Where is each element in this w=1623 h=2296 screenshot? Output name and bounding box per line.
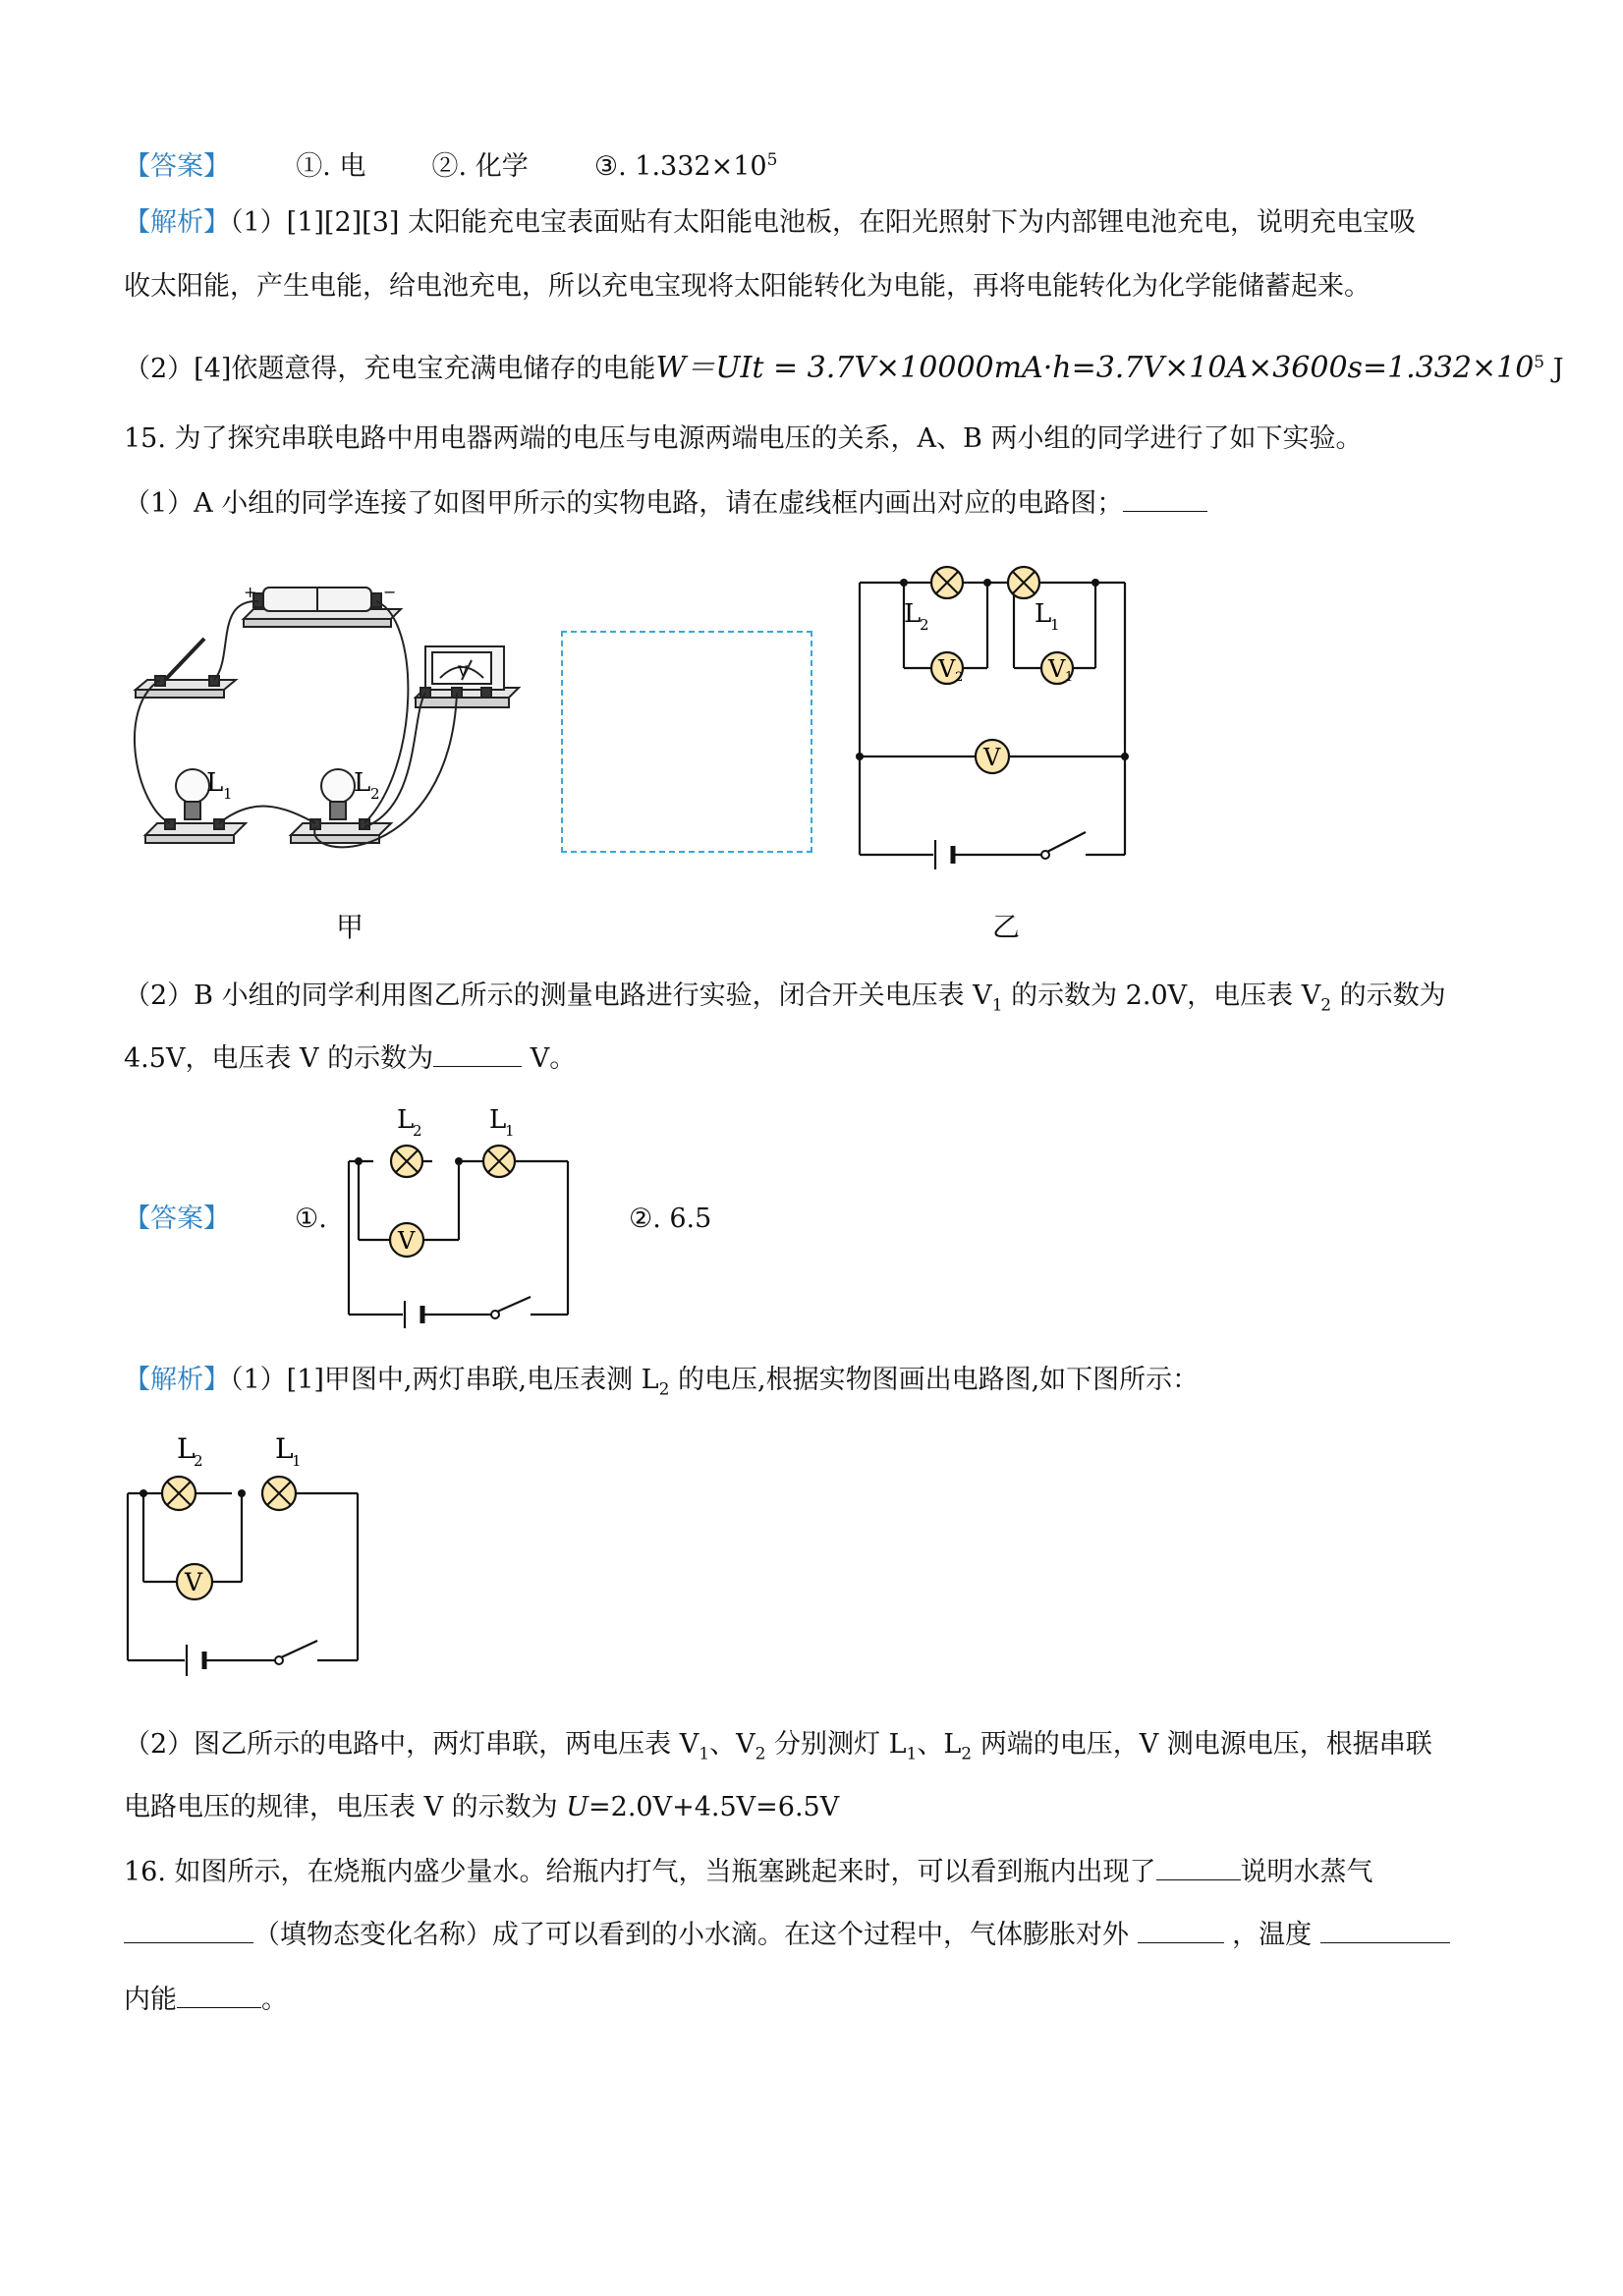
question-text: 说明水蒸气 [1240, 1857, 1373, 1887]
l2-sub: 2 [658, 1379, 670, 1400]
v2-meter-label: V [938, 655, 956, 683]
question-text: 的示数为 [1331, 980, 1446, 1011]
q15-analysis-line1 [124, 1361, 1199, 1409]
figure-yi-circuit [845, 555, 1140, 879]
answer-blank[interactable] [433, 1040, 522, 1067]
sub: 1 [906, 1744, 918, 1764]
question-text: 。 [261, 1985, 288, 2015]
q14-analysis-line2 [124, 267, 1371, 307]
analysis-text: （1）[1][2][3] 太阳能充电宝表面贴有太阳能电池板，在阳光照射下为内部锂电池充电，说明充电宝吸 [230, 207, 1416, 238]
question-text: 内能 [124, 1985, 177, 2015]
analysis-tag: 【解析】 [124, 207, 230, 238]
analysis-text: 分别测灯 L [765, 1729, 907, 1760]
q16-line2 [124, 1916, 1450, 1955]
answer-blank[interactable] [177, 1982, 261, 2008]
lamp-l2-sub: 2 [920, 616, 929, 634]
question-text: V。 [522, 1043, 577, 1074]
fig-yi-caption: 乙 [992, 911, 1021, 943]
analysis-text: 电路电压的规律，电压表 V 的示数为 [124, 1792, 567, 1822]
lamp-l1-label: L [489, 1105, 507, 1135]
answer-tag: 【答案】 [124, 1204, 230, 1234]
question-text: （2）B 小组的同学利用图乙所示的测量电路进行实验，闭合开关电压表 V [124, 980, 992, 1011]
analysis-text: 两端的电压，V 测电源电压，根据串联 [972, 1729, 1432, 1760]
energy-formula: W＝UIt = 3.7V×10000mA·h=3.7V×10A×3600s=1.332×10 [655, 351, 1535, 385]
analysis-text: 、V [709, 1729, 756, 1760]
analysis-text: =2.0V+4.5V=6.5V [588, 1792, 840, 1822]
answer-3: ③. 1.332×10 [593, 151, 767, 182]
battery-plus-label: + [244, 583, 257, 601]
answer-3-exp: 5 [766, 150, 778, 170]
lamp-l2-sub: 2 [194, 1452, 203, 1470]
sub: 1 [699, 1744, 710, 1764]
answer-1: ①. 电 [296, 151, 366, 182]
analysis-text: 、L [917, 1729, 962, 1760]
q15-answer-1: ①. [295, 1204, 327, 1234]
lamp-l2-sub: 2 [413, 1122, 422, 1140]
fig-jia-caption: 甲 [336, 911, 364, 943]
lamp-l2-label: L [177, 1432, 196, 1465]
v1-sub: 1 [991, 995, 1003, 1016]
answer-blank[interactable] [1123, 485, 1207, 512]
q16-line3 [124, 1981, 288, 2020]
v1-meter-label: V [1048, 655, 1066, 683]
answer-tag: 【答案】 [124, 151, 230, 182]
v2-meter-sub: 2 [955, 670, 964, 685]
question-text: （1）A 小组的同学连接了如图甲所示的实物电路，请在虚线框内画出对应的电路图； [124, 488, 1124, 519]
analysis-text: （2）[4]依题意得，充电宝充满电储存的电能 [124, 354, 656, 384]
sub: 2 [961, 1744, 973, 1764]
formula-exp: 5 [1534, 353, 1545, 372]
lamp-l1-sub: 1 [1050, 616, 1060, 634]
v1-meter-sub: 1 [1065, 670, 1074, 685]
analysis-text: （2）图乙所示的电路中，两灯串联，两电压表 V [124, 1729, 700, 1760]
meter-v-label: V [458, 664, 469, 680]
formula-unit: J [1544, 354, 1564, 384]
q16-line1 [124, 1853, 1373, 1892]
answer-blank[interactable] [124, 1917, 253, 1943]
analysis-circuit-diagram [116, 1423, 371, 1678]
v-meter-label: V [983, 744, 1001, 771]
v2-sub: 2 [1320, 995, 1332, 1016]
question-text: 16. 如图所示，在烧瓶内盛少量水。给瓶内打气，当瓶塞跳起来时，可以看到瓶内出现了 [124, 1857, 1156, 1887]
lamp-l1-sub: 1 [292, 1452, 302, 1470]
lamp-l2-label: L [354, 768, 371, 798]
q15-analysis-line3 [124, 1788, 839, 1827]
answer-blank[interactable] [1156, 1854, 1241, 1880]
q15-stem [124, 420, 1362, 459]
q14-answer-line [124, 140, 777, 187]
q15-answer-line [124, 1200, 230, 1239]
q14-analysis-line1 [124, 203, 1416, 243]
q15-part2-line1 [124, 977, 1446, 1025]
lamp-l1-sub: 1 [223, 785, 233, 803]
lamp-l1-label: L [206, 768, 224, 798]
q15-part1 [124, 484, 1207, 524]
analysis-tag: 【解析】 [124, 1365, 230, 1395]
analysis-text: 收太阳能，产生电能，给电池充电，所以充电宝现将太阳能转化为电能，再将电能转化为化学能储蓄起来。 [124, 271, 1371, 302]
question-text: （填物态变化名称）成了可以看到的小水滴。在这个过程中，气体膨胀对外 [253, 1920, 1138, 1950]
lamp-l1-label: L [1035, 599, 1052, 629]
q14-analysis-line3 [124, 343, 1564, 389]
q15-part2-line2 [124, 1039, 576, 1079]
answer-2: ②. 化学 [431, 151, 529, 182]
voltage-symbol: U [566, 1792, 589, 1822]
sub: 2 [755, 1744, 766, 1764]
dashed-drawing-box[interactable] [561, 631, 812, 853]
lamp-l1-label: L [275, 1432, 294, 1465]
battery-minus-label: − [383, 583, 397, 601]
figure-jia-physical-circuit [126, 570, 538, 865]
question-text: ，温度 [1223, 1920, 1320, 1950]
lamp-l1-sub: 1 [505, 1122, 515, 1140]
question-text: 的示数为 2.0V，电压表 V [1002, 980, 1321, 1011]
v-meter-label: V [185, 1568, 203, 1596]
lamp-l2-label: L [397, 1105, 415, 1135]
lamp-l2-sub: 2 [370, 785, 380, 803]
lamp-l2-label: L [904, 599, 922, 629]
answer-blank[interactable] [1320, 1917, 1450, 1943]
q15-answer-2: ②. 6.5 [629, 1204, 712, 1234]
question-text: 15. 为了探究串联电路中用电器两端的电压与电源两端电压的关系，A、B 两小组的同学进行了如下实验。 [124, 423, 1363, 454]
q15-analysis-line2 [124, 1725, 1432, 1773]
analysis-text: （1）[1]甲图中,两灯串联,电压表测 L [230, 1365, 659, 1395]
question-text: 4.5V，电压表 V 的示数为 [124, 1043, 434, 1074]
analysis-text: 的电压,根据实物图画出电路图,如下图所示： [669, 1365, 1200, 1395]
answer-blank[interactable] [1138, 1917, 1224, 1943]
v-meter-label: V [398, 1227, 416, 1255]
answer-circuit-diagram [334, 1091, 580, 1336]
